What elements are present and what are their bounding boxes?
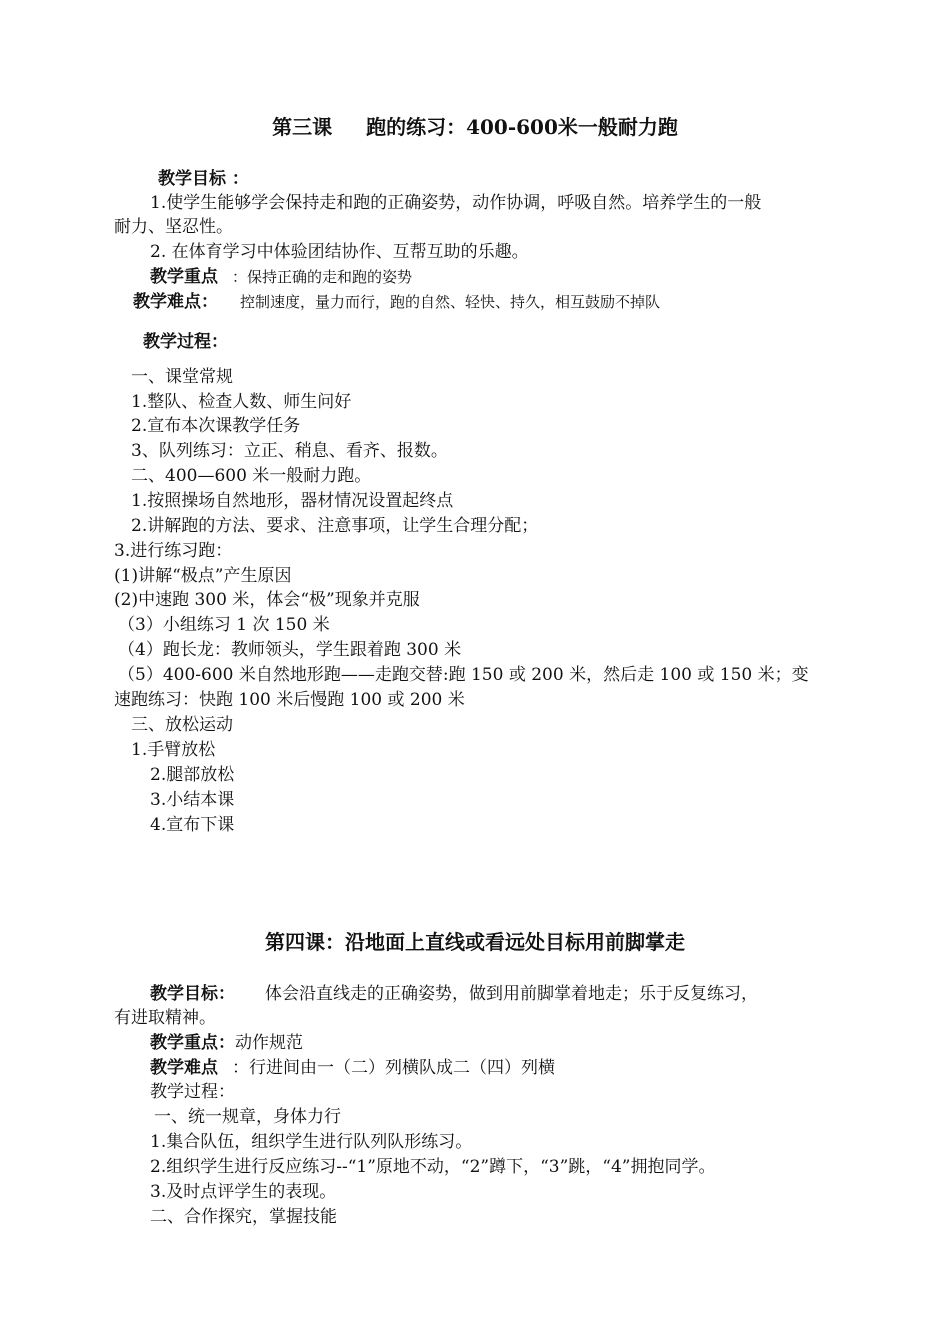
lesson4-step: 1.集合队伍，组织学生进行队列队形练习。 — [150, 1132, 473, 1152]
lesson3-step: 3.小结本课 — [150, 790, 235, 810]
lesson4-key-point — [150, 1032, 303, 1054]
lesson3-step: 速跑练习：快跑 100 米后慢跑 100 或 200 米 — [114, 690, 465, 710]
lesson3-step: (2)中速跑 300 米，体会“极”现象并克服 — [114, 590, 420, 610]
lesson3-goal-2: 2. 在体育学习中体验团结协作、互帮互助的乐趣。 — [150, 242, 529, 262]
lesson3-step: 1.按照操场自然地形，器材情况设置起终点 — [131, 491, 454, 511]
lesson3-process-label: 教学过程： — [143, 332, 228, 352]
lesson4-goal — [150, 983, 758, 1005]
lesson3-difficulty — [133, 291, 660, 313]
lesson4-diff-label: 教学难点 — [150, 1058, 218, 1078]
lesson4-process-label: 教学过程： — [150, 1082, 235, 1102]
lesson3-title — [0, 114, 950, 140]
lesson3-step: 2.腿部放松 — [150, 765, 235, 785]
lesson3-step: 1.整队、检查人数、师生问好 — [131, 392, 352, 412]
lesson3-step: （5）400-600 米自然地形跑——走跑交替:跑 150 或 200 米，然后走 100 或 150 米；变 — [118, 665, 809, 685]
lesson3-goal-1a: 1.使学生能够学会保持走和跑的正确姿势，动作协调，呼吸自然。培养学生的一般 — [150, 193, 762, 213]
lesson3-step: 3.进行练习跑： — [114, 541, 233, 561]
lesson4-diff-text: ：行进间由一（二）列横队成二（四）列横 — [232, 1058, 555, 1078]
lesson3-step: 一、课堂常规 — [131, 367, 233, 387]
lesson4-key-text: 动作规范 — [235, 1033, 303, 1053]
lesson4-step: 二、合作探究，掌握技能 — [150, 1207, 337, 1227]
lesson3-diff-label: 教学难点： — [133, 292, 218, 312]
lesson4-key-label: 教学重点： — [150, 1033, 235, 1053]
lesson4-step: 2.组织学生进行反应练习--“1”原地不动，“2”蹲下，“3”跳，“4”拥抱同学。 — [150, 1157, 716, 1177]
lesson4-goal-cont: 有进取精神。 — [114, 1008, 216, 1028]
lesson3-goal-1b: 耐力、坚忍性。 — [114, 217, 233, 237]
lesson3-title-text: 跑的练习：400-600米一般耐力跑 — [366, 115, 678, 139]
lesson3-step: 2.宣布本次课教学任务 — [131, 416, 301, 436]
lesson3-step: 三、放松运动 — [131, 715, 233, 735]
lesson3-key-label: 教学重点 — [150, 267, 218, 287]
lesson3-step: (1)讲解“极点”产生原因 — [114, 566, 292, 586]
lesson3-step: 2.讲解跑的方法、要求、注意事项，让学生合理分配； — [131, 516, 539, 536]
lesson4-step: 3.及时点评学生的表现。 — [150, 1182, 337, 1202]
lesson3-diff-text: 控制速度，量力而行，跑的自然、轻快、持久，相互鼓励不掉队 — [240, 293, 661, 311]
lesson4-difficulty — [150, 1057, 555, 1079]
lesson3-step: （3）小组练习 1 次 150 米 — [118, 615, 330, 635]
lesson3-key-text: ：保持正确的走和跑的姿势 — [232, 268, 413, 286]
lesson4-goal-label: 教学目标： — [150, 984, 235, 1004]
lesson4-goal-text: 体会沿直线走的正确姿势，做到用前脚掌着地走；乐于反复练习， — [265, 984, 758, 1004]
lesson3-step: 1.手臂放松 — [131, 740, 216, 760]
lesson3-step: 4.宣布下课 — [150, 815, 235, 835]
lesson3-step: 3、队列练习：立正、稍息、看齐、报数。 — [131, 441, 448, 461]
lesson3-step: （4）跑长龙：教师领头，学生跟着跑 300 米 — [118, 640, 462, 660]
lesson3-title-number: 第三课 — [272, 115, 333, 139]
lesson3-goal-label: 教学目标 ： — [158, 169, 249, 189]
lesson4-step: 一、统一规章，身体力行 — [154, 1107, 341, 1127]
lesson4-title: 第四课：沿地面上直线或看远处目标用前脚掌走 — [265, 930, 685, 954]
lesson3-key-point — [150, 266, 412, 288]
lesson3-step: 二、400—600 米一般耐力跑。 — [131, 466, 372, 486]
